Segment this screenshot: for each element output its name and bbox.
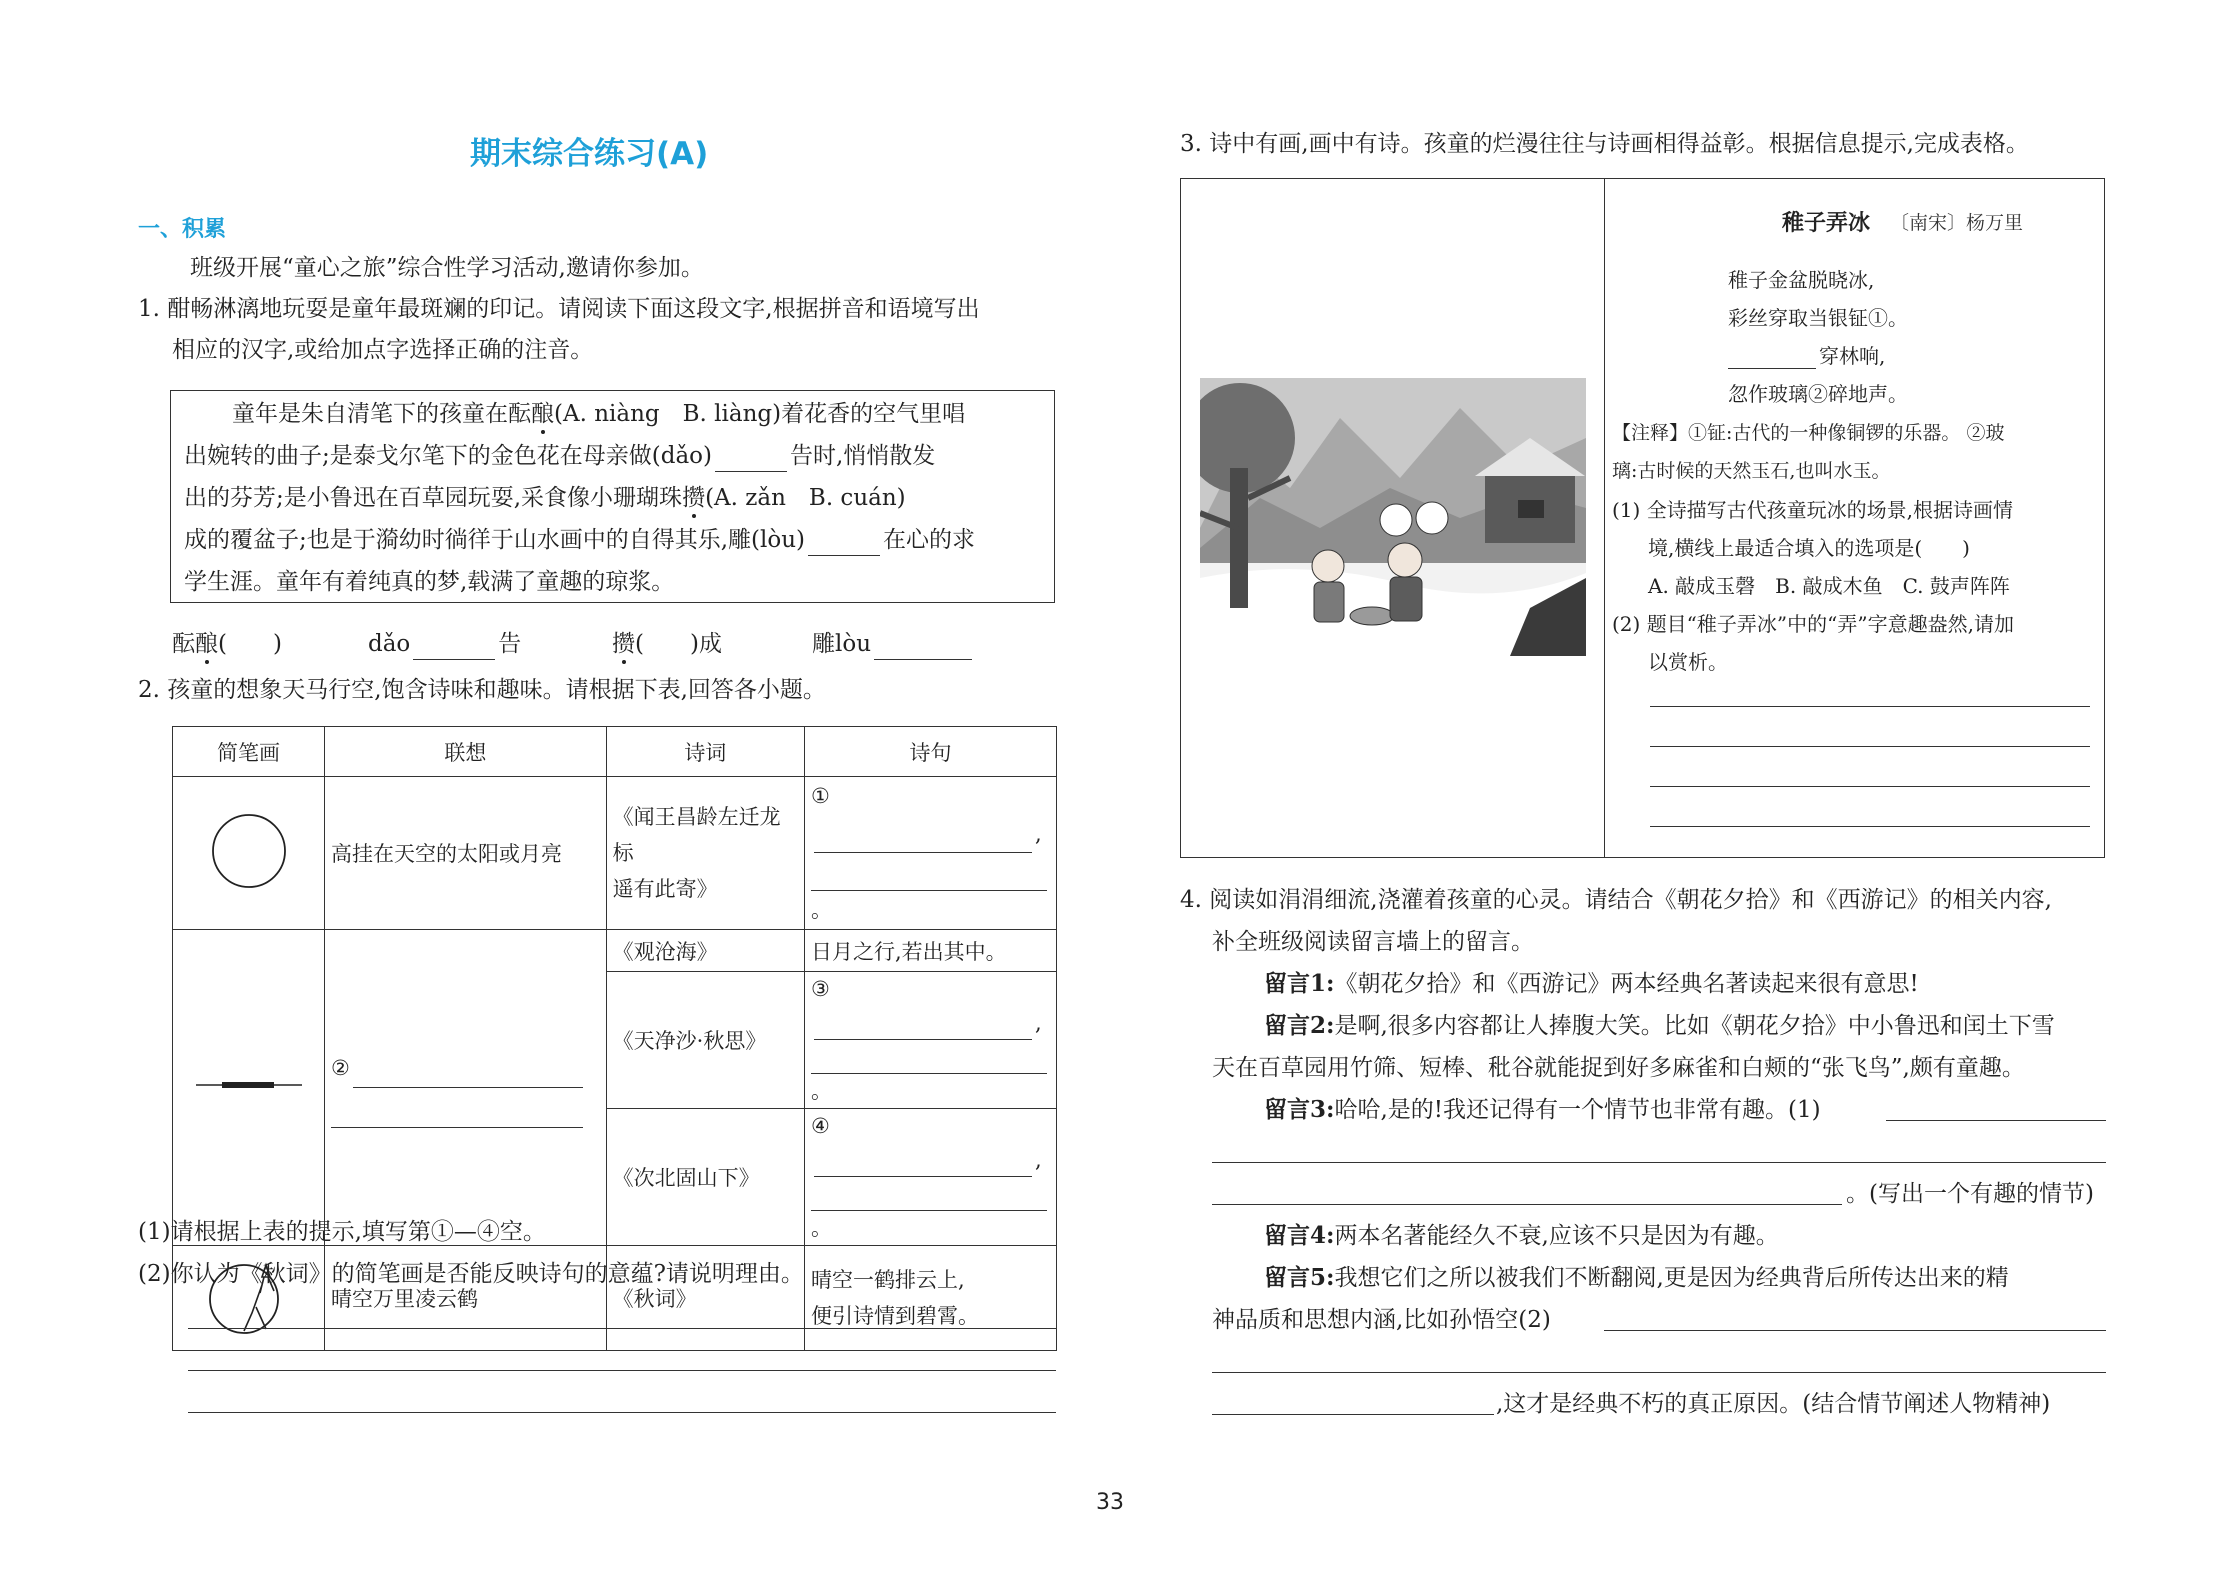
q3-stem: 3. 诗中有画,画中有诗。孩童的烂漫往往与诗画相得益彰。根据信息提示,完成表格。 — [1180, 131, 2029, 157]
punct: 。 — [811, 1079, 832, 1103]
message-text: 哈哈,是的!我还记得有一个情节也非常有趣。(1) — [1334, 1097, 1821, 1123]
passage-line-2 — [184, 440, 935, 472]
poem-author: 〔南宋〕杨万里 — [1890, 212, 2024, 234]
answer-blank[interactable] — [808, 531, 880, 556]
answer-blank[interactable] — [353, 1063, 583, 1088]
answer-line[interactable] — [188, 1412, 1056, 1413]
blank-marker: ② — [331, 1055, 350, 1080]
poem-cell — [606, 777, 804, 930]
message-label: 留言2: — [1264, 1012, 1335, 1039]
passage-text: (A. zǎn B. cuán) — [705, 485, 906, 511]
header-association: 联想 — [325, 727, 607, 777]
answer-blank[interactable] — [811, 1049, 1047, 1074]
answer-blank[interactable] — [814, 1152, 1032, 1177]
punct: 。 — [811, 898, 832, 922]
poem-title: 稚子弄冰 — [1782, 211, 1871, 236]
answer-line[interactable] — [1212, 1414, 1494, 1415]
verse-cell — [805, 1246, 1057, 1351]
message-5 — [1264, 1262, 2009, 1294]
answer-line[interactable] — [1604, 1330, 2106, 1331]
q3-divider — [1604, 178, 1605, 858]
verse-line: 晴空一鹤排云上, — [811, 1268, 965, 1292]
answer-blank[interactable] — [1728, 348, 1816, 369]
verse-cell — [805, 1109, 1057, 1246]
dotted-char: 攒 — [682, 485, 706, 511]
passage-text: 出婉转的曲子;是泰戈尔笔下的金色花在母亲做(dǎo) — [184, 443, 712, 469]
answer-lou — [812, 628, 975, 660]
q3-sub1-line2: 境,横线上最适合填入的选项是( ) — [1648, 536, 1970, 560]
passage-text: 成的覆盆子;也是于漪幼时徜徉于山水画中的自得其乐,雕(lòu) — [184, 527, 806, 553]
blank-marker: ④ — [811, 1114, 830, 1138]
answer-dao — [368, 628, 521, 660]
message-3 — [1264, 1094, 1821, 1126]
answer-paren: ( )成 — [635, 631, 722, 657]
passage-line-3 — [184, 482, 906, 514]
passage-text: 出的芬芳;是小鲁迅在百草园玩耍,采食像小珊瑚珠 — [184, 485, 683, 511]
answer-blank[interactable] — [413, 635, 495, 660]
poem-note-1: 【注释】①钲:古代的一种像铜锣的乐器。 ②玻 — [1612, 422, 2005, 444]
dotted-char: 酿 — [531, 401, 554, 427]
answer-line[interactable] — [1212, 1204, 1842, 1205]
poem-title: 遥有此寄》 — [612, 877, 718, 901]
answer-paren: ( ) — [218, 631, 282, 657]
blank-marker: ① — [811, 784, 830, 808]
q4-stem-line2: 补全班级阅读留言墙上的留言。 — [1212, 929, 1534, 955]
poem-title: 《闻王昌龄左迁龙标 — [612, 805, 781, 865]
answer-line[interactable] — [188, 1328, 1056, 1329]
answer-row — [172, 628, 282, 660]
poem-cell: 《秋词》 — [606, 1246, 804, 1351]
blank-marker: ③ — [811, 977, 830, 1001]
poem-cell: 《天净沙·秋思》 — [606, 972, 804, 1109]
section-heading: 一、积累 — [138, 217, 227, 242]
sketch-circle-cell — [173, 777, 325, 930]
snow-children-illustration — [1200, 378, 1586, 656]
answer-line[interactable] — [1650, 826, 2090, 827]
answer-label: dǎo — [368, 631, 411, 657]
q2-sub1: (1)请根据上表的提示,填写第①—④空。 — [138, 1219, 546, 1245]
message-text: 是啊,很多内容都让人捧腹大笑。比如《朝花夕拾》中小鲁迅和闰土下雪 — [1334, 1013, 2055, 1039]
answer-blank[interactable] — [874, 635, 972, 660]
passage-text: 在心的求 — [883, 527, 976, 553]
answer-line[interactable] — [1650, 786, 2090, 787]
q4-stem-line1: 4. 阅读如涓涓细流,浇灌着孩童的心灵。请结合《朝花夕拾》和《西游记》的相关内容, — [1180, 887, 2052, 913]
answer-blank[interactable] — [814, 1015, 1032, 1040]
q2-sub2: (2)你认为《秋词》的简笔画是否能反映诗句的意蕴?请说明理由。 — [138, 1261, 804, 1287]
passage-text: (A. niàng B. liàng)着花香的空气里唱 — [554, 401, 966, 427]
answer-line[interactable] — [1212, 1162, 2106, 1163]
message-text: 两本名著能经久不衰,应该不只是因为有趣。 — [1334, 1223, 1779, 1249]
q3-sub1-line1: (1) 全诗描写古代孩童玩冰的场景,根据诗画情 — [1612, 498, 2014, 522]
dotted-char: 酿 — [195, 631, 218, 657]
message-3-end: 。(写出一个有趣的情节) — [1846, 1181, 2094, 1207]
message-1 — [1264, 968, 1919, 1000]
answer-label: 告 — [498, 631, 522, 657]
answer-line[interactable] — [1212, 1372, 2106, 1373]
message-label: 留言1: — [1264, 970, 1335, 997]
passage-line-4 — [184, 524, 975, 556]
answer-blank[interactable] — [811, 1186, 1047, 1211]
passage-line-1 — [232, 398, 965, 430]
dotted-char: 攒 — [612, 631, 635, 657]
message-2 — [1264, 1010, 2055, 1042]
message-label: 留言3: — [1264, 1096, 1335, 1123]
message-text: 《朝花夕拾》和《西游记》两本经典名著读起来很有意思! — [1334, 971, 1919, 997]
page-number: 33 — [1096, 1490, 1124, 1515]
answer-line[interactable] — [1886, 1120, 2106, 1121]
message-5-cont: 神品质和思想内涵,比如孙悟空(2) — [1212, 1307, 1551, 1333]
verse-cell: 日月之行,若出其中。 — [805, 930, 1057, 972]
poem-verse-3 — [1728, 340, 1885, 369]
poem-cell: 《观沧海》 — [606, 930, 804, 972]
association-cell — [325, 930, 607, 1246]
message-4 — [1264, 1220, 1779, 1252]
header-verse: 诗句 — [805, 727, 1057, 777]
punct: 。 — [811, 1216, 832, 1240]
association-cell: 高挂在天空的太阳或月亮 — [325, 777, 607, 930]
poem-verse-4: 忽作玻璃②碎地声。 — [1728, 382, 1908, 406]
answer-label: 雕lòu — [812, 631, 872, 657]
message-label: 留言5: — [1264, 1264, 1335, 1291]
q1-stem-line1: 1. 酣畅淋漓地玩耍是童年最斑斓的印记。请阅读下面这段文字,根据拼音和语境写出 — [138, 296, 980, 322]
message-5-end: ,这才是经典不朽的真正原因。(结合情节阐述人物精神) — [1496, 1391, 2051, 1417]
message-2-cont: 天在百草园用竹筛、短棒、秕谷就能捉到好多麻雀和白颊的“张飞鸟”,颇有童趣。 — [1212, 1055, 2025, 1081]
verse-line: 便引诗情到碧霄。 — [811, 1304, 979, 1328]
verse-cell — [805, 777, 1057, 930]
circle-sketch-icon — [209, 811, 289, 891]
poem-verse-2: 彩丝穿取当银钲①。 — [1728, 306, 1908, 330]
answer-zan — [612, 628, 722, 660]
answer-blank[interactable] — [811, 866, 1047, 891]
punct: , — [1035, 822, 1042, 846]
punct: , — [1035, 1148, 1042, 1172]
answer-line[interactable] — [1650, 706, 2090, 707]
answer-blank[interactable] — [814, 828, 1032, 853]
passage-text: 告时,悄悄散发 — [789, 443, 936, 469]
answer-line[interactable] — [1650, 746, 2090, 747]
sketch-line-cell — [173, 930, 325, 1246]
q2-stem: 2. 孩童的想象天马行空,饱含诗味和趣味。请根据下表,回答各小题。 — [138, 677, 826, 703]
q3-sub2-line2: 以赏析。 — [1648, 650, 1728, 674]
q3-options: A. 敲成玉磬 B. 敲成木鱼 C. 鼓声阵阵 — [1648, 574, 2010, 598]
q3-sub2-line1: (2) 题目“稚子弄冰”中的“弄”字意趣盎然,请加 — [1612, 612, 2014, 636]
header-poem: 诗词 — [606, 727, 804, 777]
page-title: 期末综合练习(A) — [470, 136, 709, 172]
verse-cell — [805, 972, 1057, 1109]
poem-cell: 《次北固山下》 — [606, 1109, 804, 1246]
poem-note-2: 璃:古时候的天然玉石,也叫水玉。 — [1612, 460, 1891, 482]
message-text: 我想它们之所以被我们不断翻阅,更是因为经典背后所传达出来的精 — [1334, 1265, 2009, 1291]
passage-line-5: 学生涯。童年有着纯真的梦,载满了童趣的琼浆。 — [184, 569, 675, 595]
passage-text: 童年是朱自清笔下的孩童在酝 — [232, 401, 531, 427]
answer-blank[interactable] — [331, 1103, 583, 1128]
header-sketch: 简笔画 — [173, 727, 325, 777]
poem-verse-1: 稚子金盆脱晓冰, — [1728, 268, 1875, 292]
answer-line[interactable] — [188, 1370, 1056, 1371]
q1-stem-line2: 相应的汉字,或给加点字选择正确的注音。 — [172, 337, 594, 363]
line-sketch-icon — [194, 1075, 304, 1095]
verse-text: 穿林响, — [1819, 344, 1886, 368]
intro-text: 班级开展“童心之旅”综合性学习活动,邀请你参加。 — [190, 255, 704, 281]
answer-blank[interactable] — [715, 447, 787, 472]
answer-label: 酝 — [172, 631, 195, 657]
association-cell: 晴空万里凌云鹤 — [325, 1246, 607, 1351]
message-label: 留言4: — [1264, 1222, 1335, 1249]
punct: , — [1035, 1011, 1042, 1035]
